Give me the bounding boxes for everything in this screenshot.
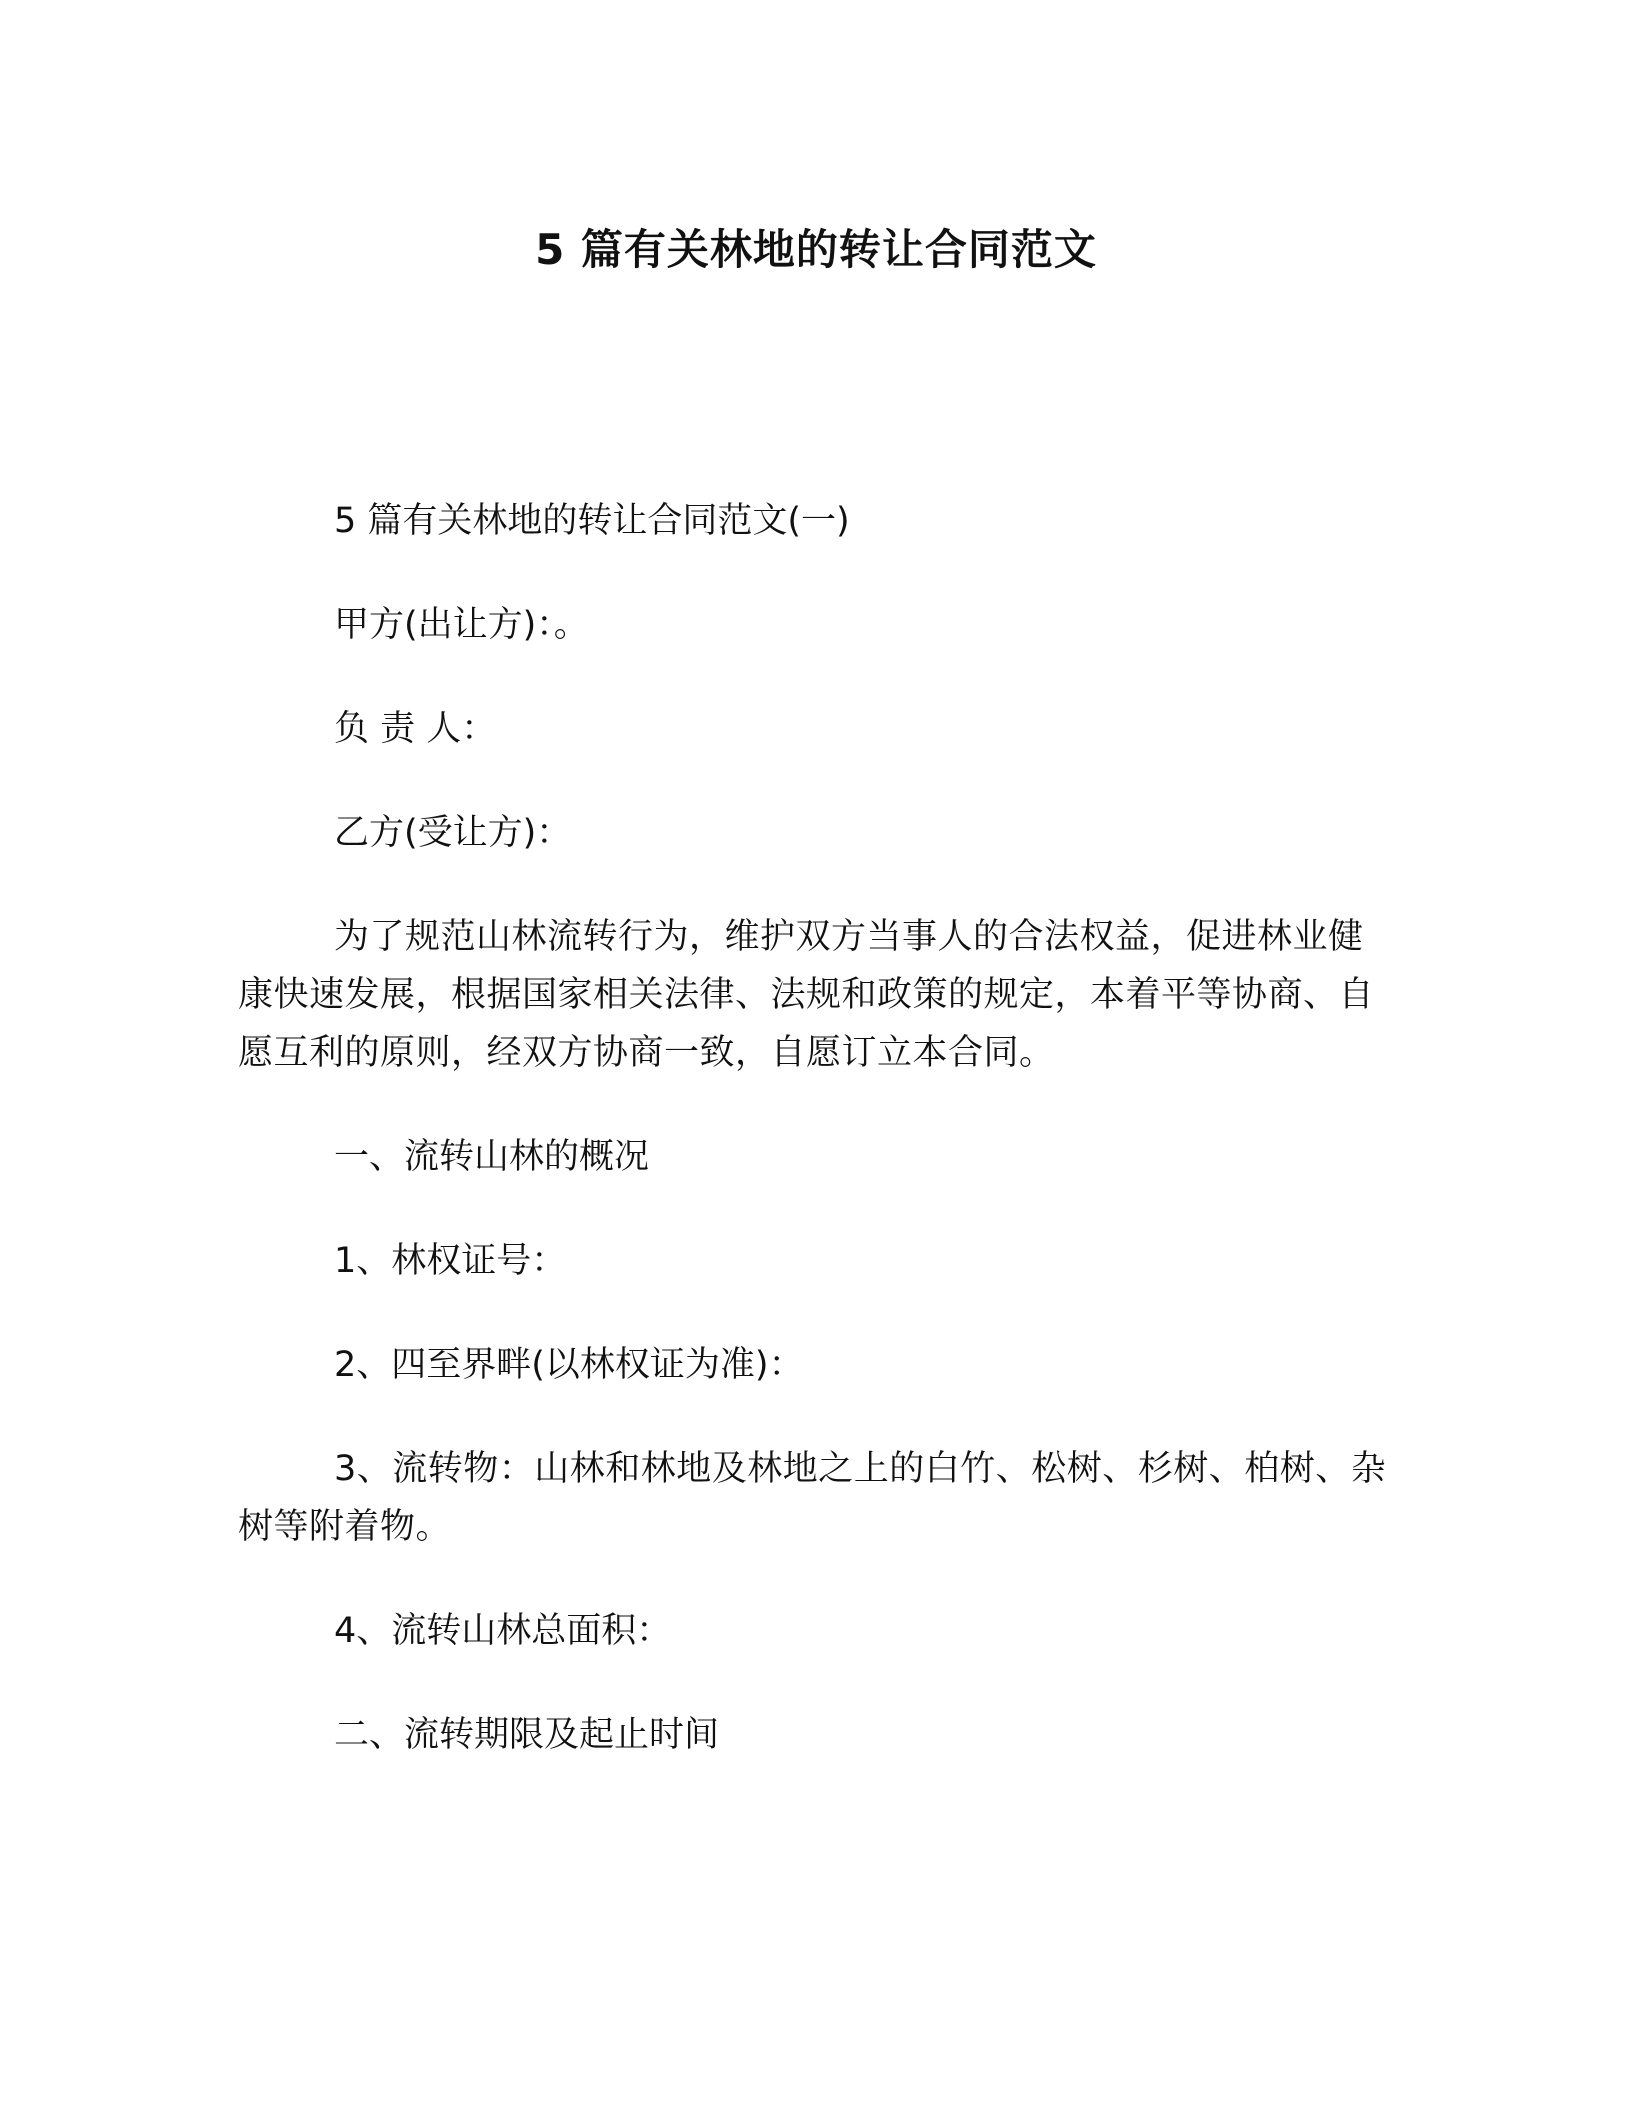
clause-heading-2: 二、流转期限及起止时间 (334, 1715, 720, 1755)
party-b-line: 乙方(受让方)： (334, 813, 572, 853)
preamble-paragraph: 为了规范山林流转行为，维护双方当事人的合法权益，促进林业健康快速发展，根据国家相关法律、法规和政策的规定，本着平等协商、自愿互利的原则，经双方协商一致，自愿订立本合同。 (238, 917, 1375, 1073)
clause-item-4: 4、流转山林总面积： (334, 1611, 672, 1651)
party-a-line: 甲方(出让方)：。 (334, 605, 589, 645)
clause-item-3: 3、流转物：山林和林地及林地之上的白竹、松树、杉树、柏树、杂树等附着物。 (238, 1449, 1387, 1547)
document-title: 5 篇有关林地的转让合同范文 (535, 225, 1097, 274)
clause-heading-1: 一、流转山林的概况 (334, 1137, 650, 1177)
responsible-person-line: 负 责 人： (334, 709, 497, 749)
clause-item-1: 1、林权证号： (334, 1241, 567, 1281)
section-heading: 5 篇有关林地的转让合同范文(一) (334, 501, 850, 541)
clause-item-2: 2、四至界畔(以林权证为准)： (334, 1345, 804, 1385)
document-body (238, 492, 1398, 1810)
